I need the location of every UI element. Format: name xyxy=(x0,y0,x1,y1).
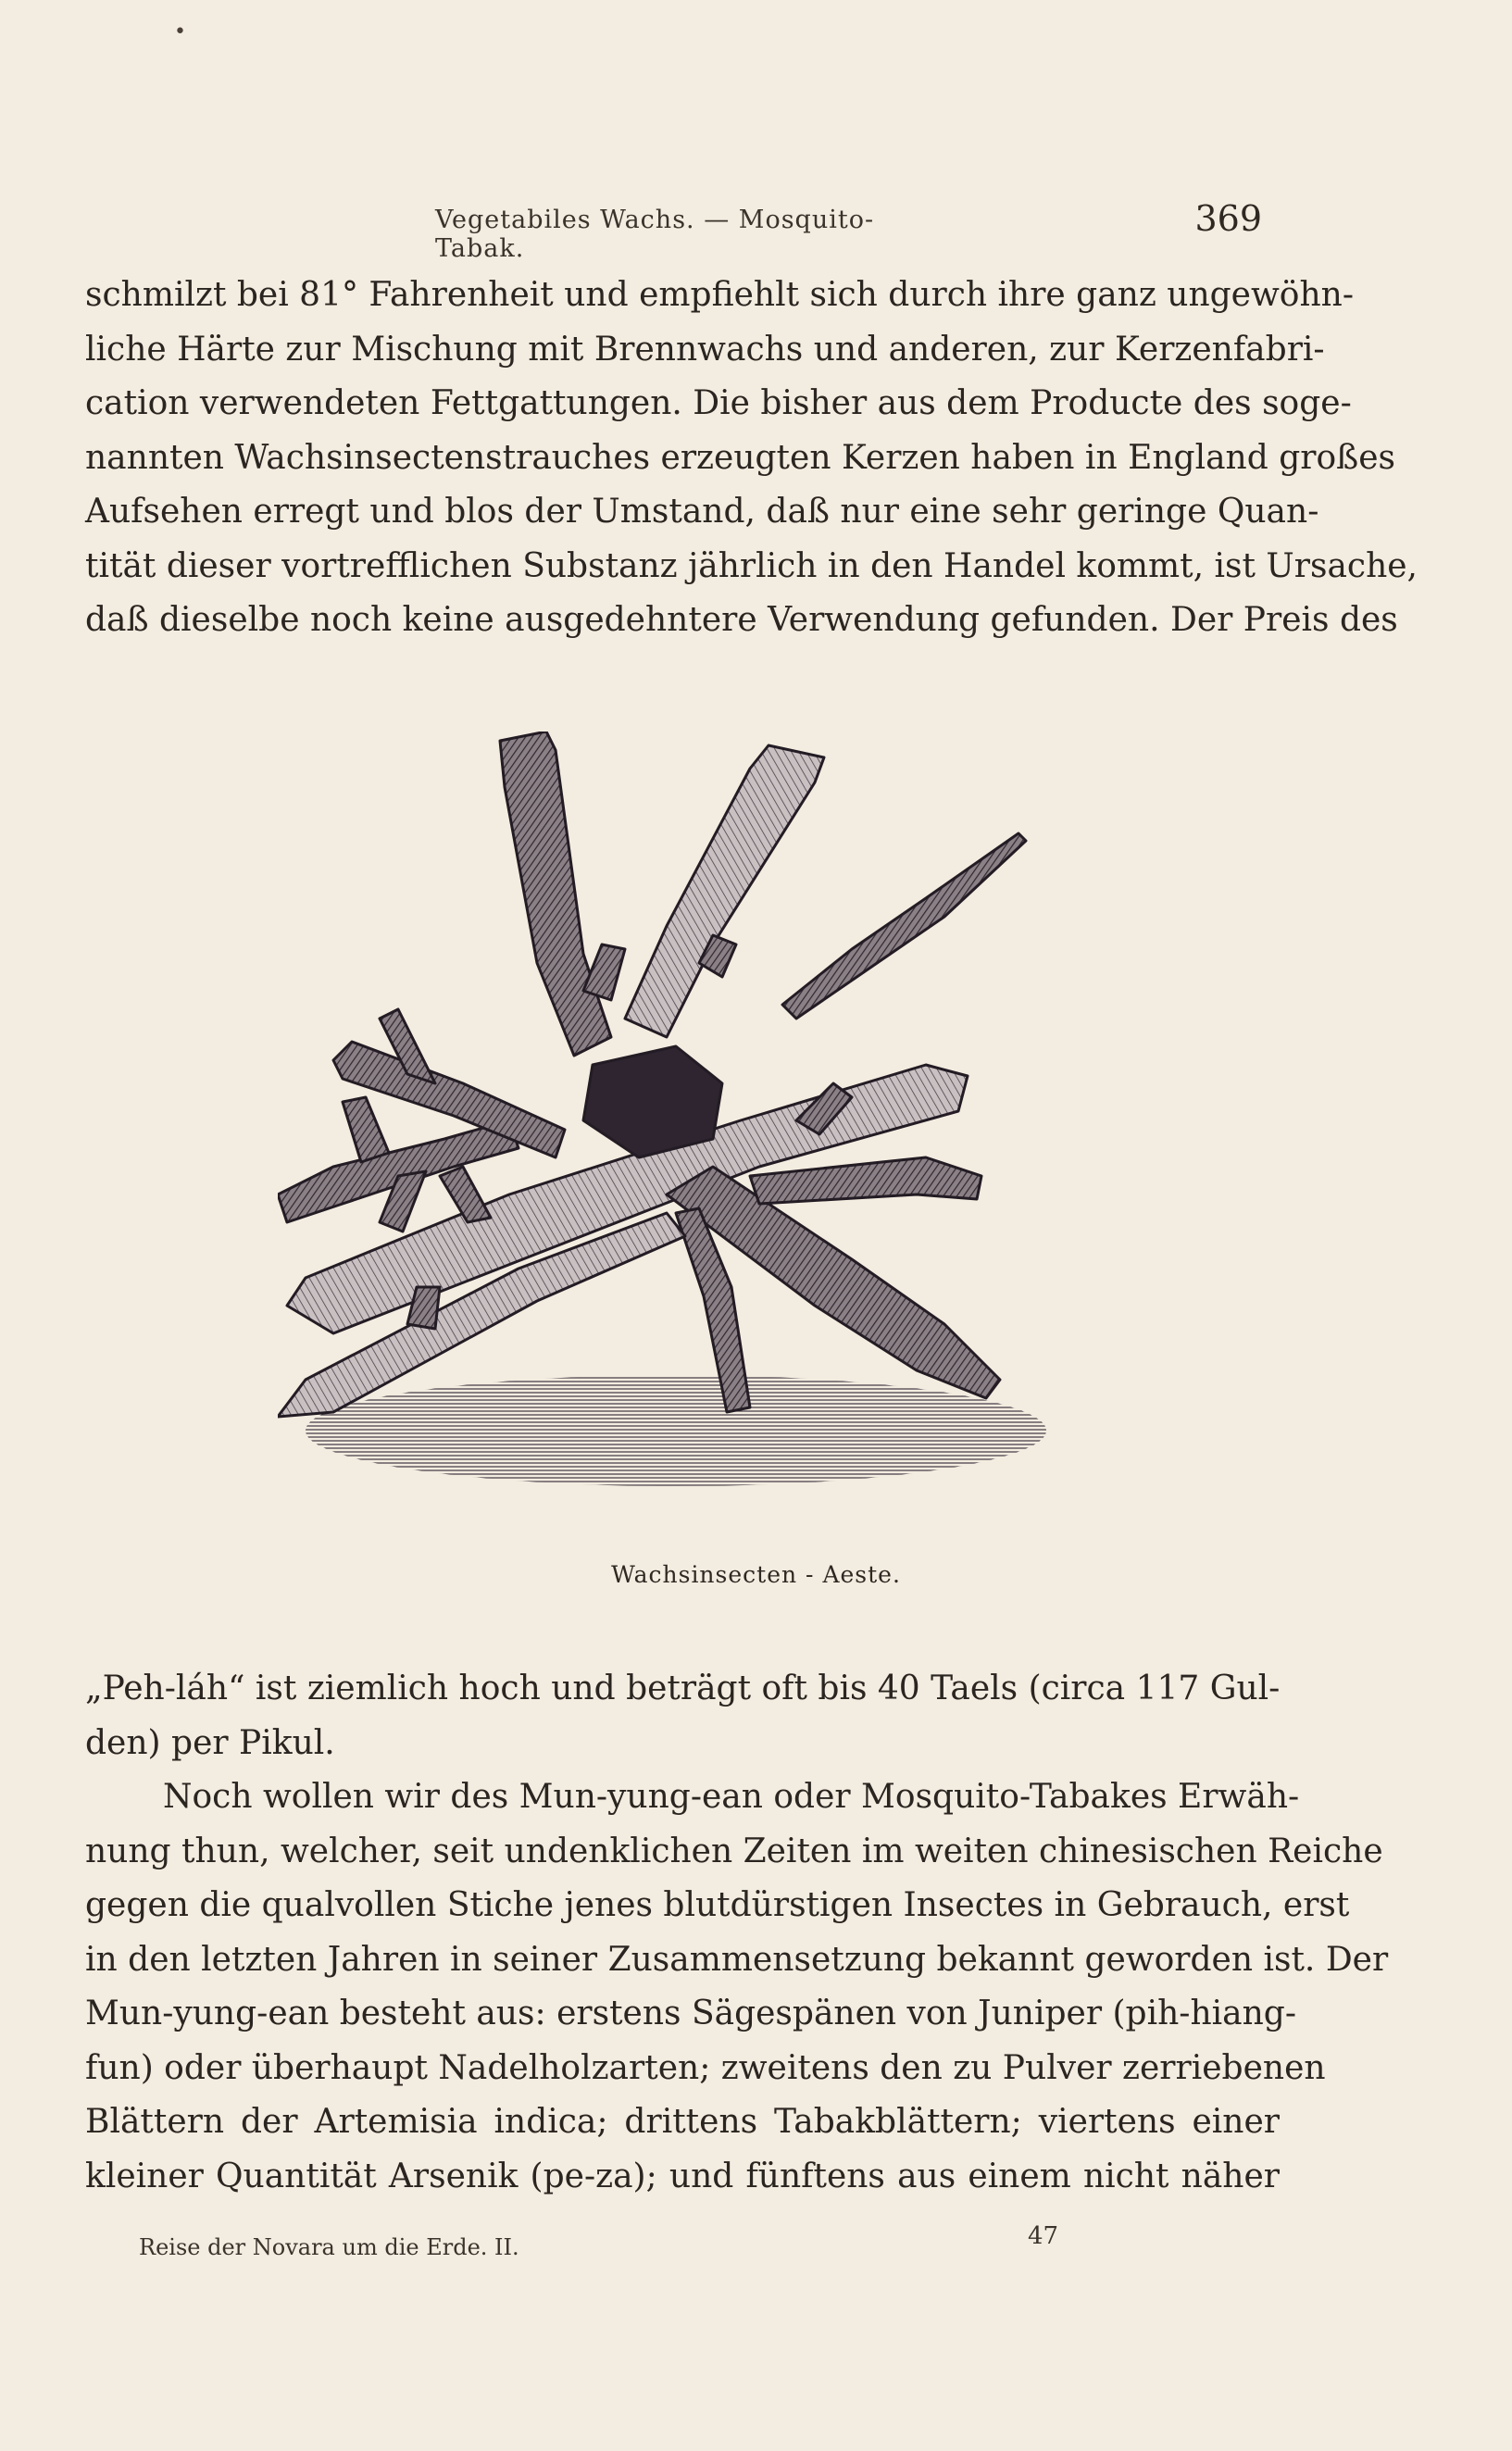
ground-shading xyxy=(306,1375,1046,1486)
text-line: schmilzt bei 81° Fahrenheit und empfiehlt sich durch ihre ganz ungewöhn- xyxy=(85,276,1355,314)
running-head: Vegetabiles Wachs. — Mosquito-Tabak. xyxy=(435,206,875,263)
text-line: den) per Pikul. xyxy=(85,1723,335,1762)
text-line: „Peh-láh“ ist ziemlich hoch und beträgt oft bis 40 Taels (circa 117 Gul- xyxy=(85,1669,1281,1707)
corner-mark: • xyxy=(174,20,186,44)
text-line: cation verwendeten Fettgattungen. Die bisher aus dem Producte des soge- xyxy=(85,384,1352,422)
text-line: Noch wollen wir des Mun-yung-ean oder Mosquito-Tabakes Erwäh- xyxy=(163,1778,1300,1816)
page-number: 369 xyxy=(1194,198,1262,239)
text-line: in den letzten Jahren in seiner Zusammensetzung bekannt geworden ist. Der xyxy=(85,1940,1389,1979)
paragraph-bottom xyxy=(85,1662,1389,2204)
text-line: kleiner Quantität Arsenik (pe-za); und fünftens aus einem nicht näher xyxy=(85,2157,1280,2195)
text-line: Aufsehen erregt und blos der Umstand, daß nur eine sehr geringe Quan- xyxy=(85,493,1319,531)
text-line: nung thun, welcher, seit undenklichen Zeiten im weiten chinesischen Reiche xyxy=(85,1832,1383,1870)
text-line: fun) oder überhaupt Nadelholzarten; zweitens den zu Pulver zerriebenen xyxy=(85,2048,1326,2087)
text-line: daß dieselbe noch keine ausgedehntere Verwendung gefunden. Der Preis des xyxy=(85,601,1398,639)
text-line: liche Härte zur Mischung mit Brennwachs und anderen, zur Kerzenfabri- xyxy=(85,330,1325,369)
branch-group xyxy=(278,732,1026,1417)
text-line: Mun-yung-ean besteht aus: erstens Sägespänen von Juniper (pih-hiang- xyxy=(85,1995,1297,2032)
text-line: nannten Wachsinsectenstrauches erzeugten Kerzen haben in England großes xyxy=(85,438,1395,477)
signature-mark: 47 xyxy=(1028,2222,1059,2250)
text-line: Blättern der Artemisia indica; drittens Tabakblättern; viertens einer xyxy=(85,2103,1280,2141)
figure-caption: Wachsinsecten - Aeste. xyxy=(611,1561,901,1588)
wax-insect-branches-engraving xyxy=(278,732,1093,1509)
text-line: gegen die qualvollen Stiche jenes blutdürstigen Insectes in Gebrauch, erst xyxy=(85,1886,1350,1924)
text-line: tität dieser vortrefflichen Substanz jährlich in den Handel kommt, ist Ursache, xyxy=(85,546,1418,585)
footer-title: Reise der Novara um die Erde. II. xyxy=(139,2234,519,2260)
paragraph-top xyxy=(85,269,1418,648)
